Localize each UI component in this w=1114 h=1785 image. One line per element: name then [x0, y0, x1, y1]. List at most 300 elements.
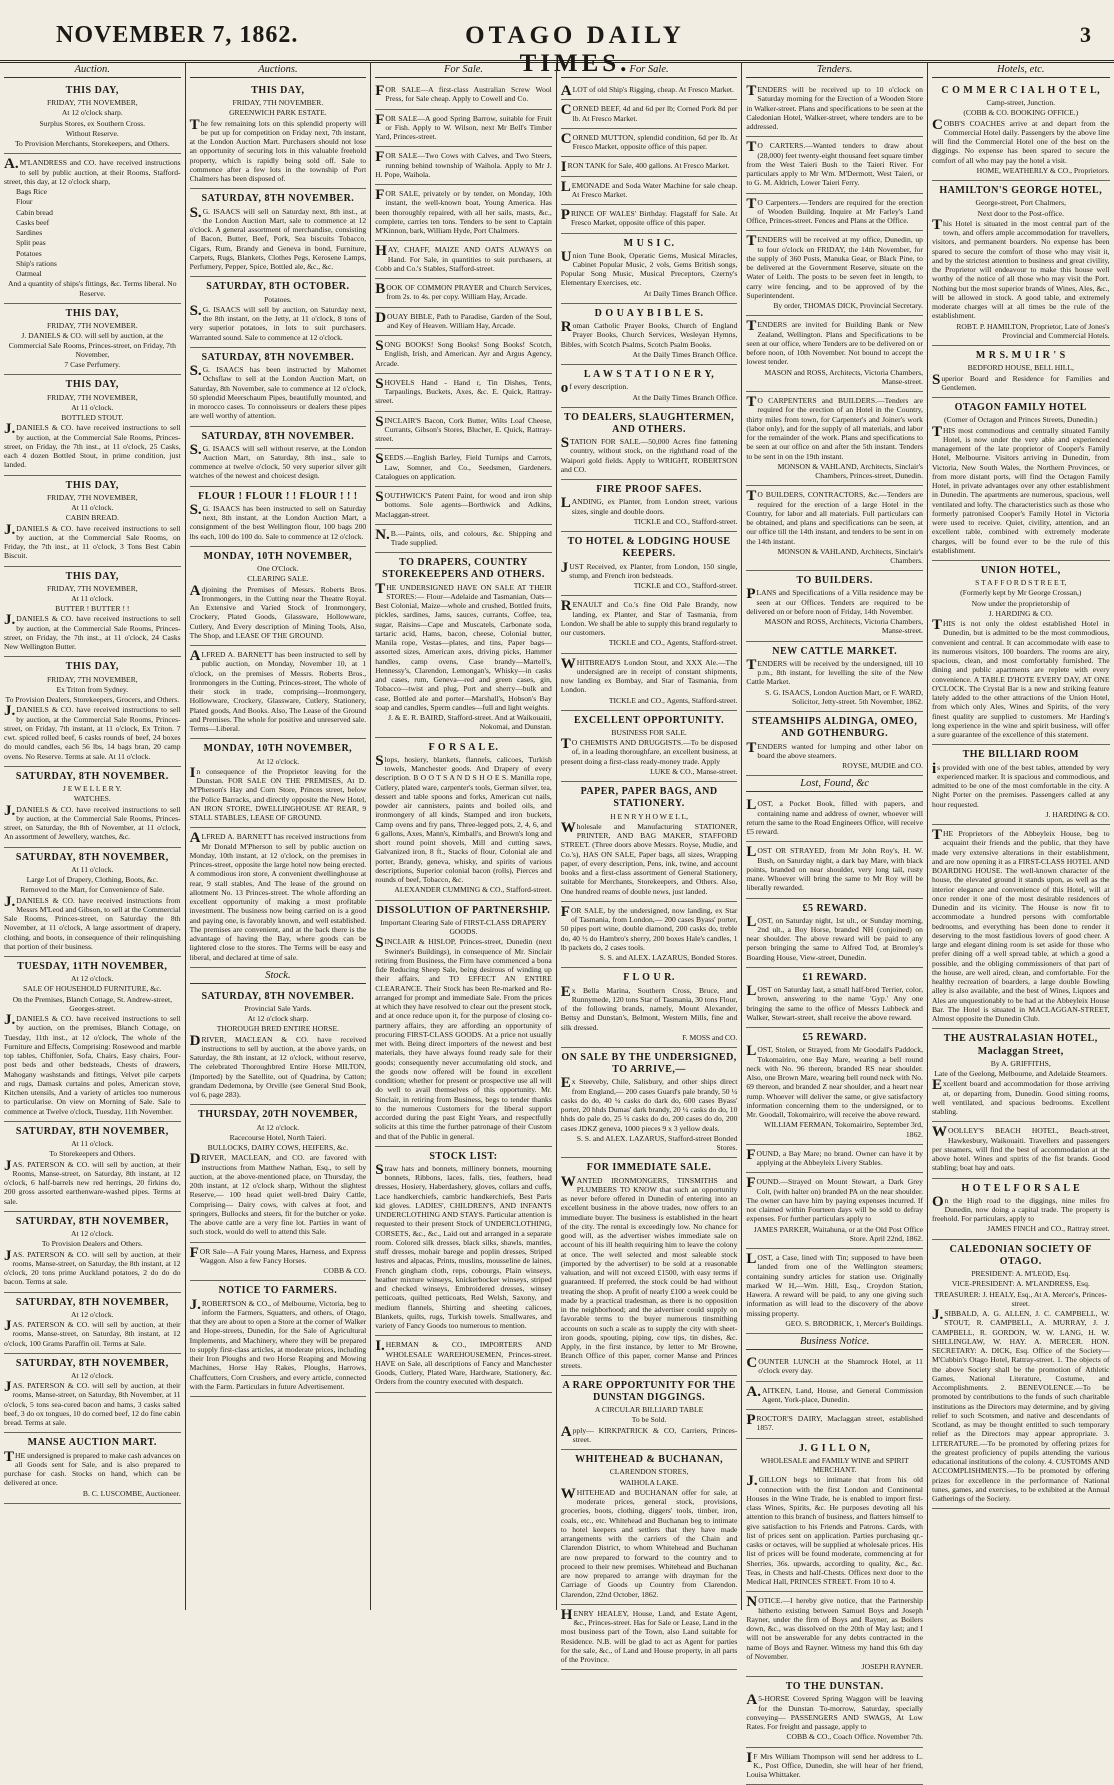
ad-body: THIS is not only the oldest established Hotel in Dunedin, but is admitted to be the most commodious, convenient and central. It can accommodate with ease to its numerous visitors, 100 boarders. The rooms are airy, spacious, clean, and most comfortably furnished. The dining and public apartments are replete with every convenience. A TABLE D'HOTE EVERY DAY, AT ONE O'CLOCK. The Crystal Bar is a new and striking feature lately added to the other attractions of the Union Hotel, from which only Ales, Wines and Spirits, of the very finest quality are supplied to customers. Mr Harding's long experience in the wine and spirit business, will offer a sure guarantee of the excellence of this statement.	[931, 617, 1110, 740]
ad-body: I.HERMAN & CO., IMPORTERS AND WHOLESALE WAREHOUSEMEN, Princes-street. HAVE on Sale, all descriptions of Fancy and Manchester Goods, Cutlery, Plated Ware, Hardware, Stationery, &c. Orders from the country executed with despatch.	[375, 1338, 552, 1387]
ad-heading-line: At 11 o'clock.	[71, 864, 114, 874]
ad-heading-line: SATURDAY, 8TH NOVEMBER.	[201, 193, 355, 205]
ad-list-item: Flour	[16, 197, 33, 207]
advertisement	[561, 1605, 738, 1671]
ad-heading-line: SATURDAY, 8TH NOVEMBER.	[201, 990, 355, 1002]
column-3	[371, 62, 557, 1610]
ad-heading-line: THIS DAY,	[65, 379, 119, 391]
advertisement	[190, 189, 367, 277]
advertisement	[375, 279, 552, 308]
ad-body: ALFRED A. BARNETT has received instructions from Mr Donald M'Pherson to sell by public auction on Monday, 10th instant, at 12 o'clock, on the premises in Princes-street, opposite the large hotel now being erected. A commodious iron store, A convenient dwellinghouse at rear, 9 stall stables, And The lease of the ground on allotment No. 13 Princes-street. The whole affording an excellent opportunity of making a most profitable investment. The business now being carried on is a good and paying one, is favorably known, and well established. The premises are convenient, and at the back there is the advantage of having the Bay, where goods can be lightered close to the stores. The Terms will be easy and liberal, and declared at time of sale.	[189, 830, 367, 962]
advertisement	[190, 1243, 367, 1282]
ad-heading-line: 7 Case Perfumery.	[64, 360, 121, 370]
advertisement	[375, 308, 552, 337]
advertisement	[375, 374, 552, 412]
advertisement	[375, 738, 552, 901]
ad-heading-line: Racecourse Hotel, North Taieri.	[229, 1132, 327, 1142]
advertisement	[375, 185, 552, 241]
advertisement	[375, 147, 552, 185]
column-4	[557, 62, 743, 1665]
ad-heading-line: Provincial Sale Yards.	[244, 1003, 312, 1013]
ad-heading-line: C O M M E R C I A L H O T E L,	[941, 85, 1101, 96]
ad-body: FOR SALE—A first-class Australian Screw Wool Press, for Sale cheap. Apply to Cowell and Co.	[375, 83, 552, 104]
ad-heading-line: TO THE DUNSTAN.	[785, 1681, 884, 1693]
ad-body: DRIVER, MACLEAN, and CO. are favored with instructions from Matthew Nathan, Esq., to sell by auction, at the above-mentioned place, on Thursday, the 20th instant, at 12 o'clock sharp, Without the slightest Reserve,— 100 head quiet well-bred Dairy Cattle, Comprising— Dairy cows, with calves at foot, and springers, Bullocks and steers, fit for the butcher or yoke. The above cattle are a very fine lot. Parties in want of such stock, would do well to attend this Sale.	[189, 1151, 367, 1237]
ad-signature: J. & E. R. BAIRD, Stafford-street. And at Waikouaiti, Nokomai, and Dunstan.	[388, 713, 552, 732]
ad-body: HAY, CHAFF, MAIZE AND OATS ALWAYS on Hand. For Sale, in quantities to suit purchasers, at Cobb and Co.'s Stables, Stafford-street.	[375, 243, 552, 273]
ad-heading-line: F O R S A L E.	[428, 741, 499, 753]
ad-heading-line: TO HOTEL & LODGING HOUSE KEEPERS.	[567, 536, 731, 560]
advertisement	[190, 987, 367, 1106]
ad-body: Ex Steeveby, Chile, Salisbury, and other ships direct from England,— 200 cases Guard's pale brandy, 50 ¼ casks do do, 40 ¼ casks do dark do, 600 cases Byass' porter, 20 hhds Dumas' dark brandy, 20 ¼ casks do do, 10 hhds do pale do, 25 ¼ casks do do, 200 cases do do, 200 cases JDKZ geneva, 1000 pieces 9 x 3 yellow deals.	[560, 1075, 738, 1133]
advertisement	[746, 1410, 923, 1439]
ad-body: In consequence of the Proprietor leaving for the Dunstan. FOR SALE ON THE PREMISES, At D. M'Pherson's Hay and Corn Store, Princes street, below the Police Barracks, and directly opposite the New Hotel, AN IRON STORE, DWELLINGHOUSE AT REAR, 9 STALL STABLES, LEASE OF GROUND.	[189, 764, 367, 822]
ad-heading-line: SATURDAY, 8TH NOVEMBER.	[15, 770, 169, 782]
ad-body: SINCLAIR'S Bacon, Cork Butter, Wilts Loaf Cheese, Currants, Gibson's Stores, Blucher, E. Quick, Rattray-street.	[375, 413, 552, 443]
advertisement	[561, 480, 738, 532]
advertisement	[4, 1212, 181, 1293]
ad-heading-line: F L O U R.	[623, 972, 675, 984]
ad-heading-line: UNION HOTEL,	[980, 565, 1061, 576]
advertisement	[4, 767, 181, 848]
advertisement	[932, 1179, 1110, 1240]
ad-body: WHITBREAD'S London Stout, and XXX Ale.—The undersigned are in receipt of constant shipments, now landing ex Bombay, and Star of Tasmania, from London.	[560, 655, 738, 695]
advertisement	[746, 899, 923, 968]
ad-heading-line: To be Sold.	[631, 1415, 667, 1425]
page-number: 3	[1080, 22, 1091, 47]
advertisement	[190, 547, 367, 646]
ad-signature: MONSON & VAHLAND, Architects, Sinclair's Chambers.	[777, 546, 923, 565]
ad-heading-line: D O U A Y B I B L E S.	[594, 307, 704, 319]
ad-signature: HOME, WEATHERLY & CO., Proprietors.	[976, 165, 1110, 175]
advertisement	[561, 596, 738, 653]
ad-body: A.M'LANDRESS and CO. have received instructions to sell by public auction, at their Rooms, Stafford-street, this day, at 12 o'clock sharp,	[4, 156, 181, 186]
ad-body: CORNED MUTTON, splendid condition, 6d per lb. At Fresco Market, opposite office of this paper.	[560, 130, 738, 151]
ad-heading-line: Late of the Geelong, Melbourne, and Adelaide Steamers.	[934, 1069, 1108, 1078]
ad-body: SHOVELS Hand - Hand r, Tin Dishes, Tents, Tarpaulings, Buckets, Axes, &c. E. Quick, Rattray-street.	[375, 375, 552, 406]
ad-heading-line: M U S I C.	[623, 237, 675, 249]
ad-body: SOUTHWICK'S Patent Paint, for wood and iron ship bottoms. Sole agents—Borthwick and Adkins, Maclaggan-street.	[375, 489, 552, 519]
ad-body: J.DANIELS & CO. have received instructions from Messrs M'Leod and Gibson, to sell at the Commercial Sale Rooms, Princes-street, on Saturday the 8th November, at 11 o'clock, A large assortment of drapery, clothing, and boots, in consequence of their relinquishing that portion of their business.	[4, 893, 181, 951]
ad-body: J.DANIELS & CO. have received instructions to sell by auction, at the Commercial Sale Rooms, Princes-street, on Friday, 7th instant, at 11 o'clock, Ex Triton. 7 cwt. spiced rolled beef, 6 casks rounds of beef, 24 boxes do mould candles, each 56 lbs, 14 bags bran, 20 camp ovens. No Reserve. Terms at sale. At 11 o'clock.	[4, 703, 181, 761]
ad-heading-line: THIS DAY,	[65, 307, 119, 319]
advertisement	[932, 181, 1110, 346]
advertisement	[190, 81, 367, 189]
ad-heading-line: ON SALE BY THE UNDERSIGNED, TO ARRIVE,—	[561, 1052, 737, 1076]
ad-body: N.B.—Paints, oils, and colours, &c. Shipping and Trade supplied.	[375, 526, 552, 547]
ad-body: Straw hats and bonnets, millinery bonnets, mourning bonnets, Ribbons, laces, falls, ties, feathers, head dresses, Hosiery, Haberdashery, gloves, collars and cuffs, Lace handkerchiefs, cambric handkerchiefs, Best Paris kid gloves. LADIES', CHILDREN'S, AND INFANTS UNDERCLOTHING AND STAYS. Particular attention is requested to their present Stock of UNDERCLOTHING, CORSETS, &c., &c., Laid out and arranged in a separate room. Colored silk dresses, black silks, shawls, mantles, stuff dresses, mohair barege and poplin dresses, Striped lustres and alpacas, Prints, muslins, mousseline de laines, French gingham cloth, reps, cobourgs, Plain winseys, heather mixture winseys, knickerbocker winseys, striped and checked winseys, Embroidered dresses, winsey petticoats, quilted petticoats, Red Welsh, Saxony, and medium flannels, Shirting and sheeting calicoes, Blankets, quilts, rugs, Turkish towels. Smallwares, and variety of Fancy Goods too numerous to mention.	[375, 1161, 552, 1331]
ad-heading-line: Potatoes.	[264, 294, 292, 304]
advertisement	[561, 711, 738, 782]
advertisement	[746, 842, 923, 898]
ad-heading-line: To Provision Dealers, Storekeepers, Grocers, and Others.	[5, 695, 180, 705]
ad-body: TO CARTERS.—Wanted tenders to draw about (28,000) feet twenty-eight thousand feet square timber from the West Taieri Bush to the Taieri River. For particulars apply to Mr Wm. M'Dermott, West Taieri, or to G. M. Aldrich, Lower Taieri Ferry.	[746, 139, 923, 188]
ad-body: J.DANIELS & CO. have received instructions to sell by auction, at the Commercial Sale Rooms, Princes-street, on Friday, the 7th inst., at 11 o'clock, 25 Casks, each 4 dozen Bottled Stout, in prime condition, just landed.	[4, 421, 181, 470]
column-header: Hotels, etc.	[932, 62, 1110, 78]
ad-heading-line: On the Premises, Blanch Cottage, St. Andrew-street, Georges-street.	[12, 994, 173, 1013]
ad-body: CORNED BEEF, 4d and 6d per lb; Corned Pork 8d per lb. At Fresco Market.	[560, 102, 738, 123]
column-header: For Sale.	[561, 62, 738, 78]
ad-heading-line: THIS DAY,	[65, 479, 119, 491]
ad-heading-line: (Corner of Octagon and Princes Streets, Dunedin.)	[944, 415, 1098, 425]
ad-signature: S. S. and ALEX. LAZARUS, Stafford-street Bonded Stores.	[576, 1133, 738, 1153]
ad-heading-line: L A W S T A T I O N E R Y,	[583, 369, 715, 381]
advertisement	[746, 316, 923, 392]
ad-signature: B. C. LUSCOMBE, Auctioneer.	[82, 1488, 181, 1498]
ad-body: IRON TANK for Sale, 400 gallons. At Fresco Market.	[560, 159, 730, 176]
ad-body: DOUAY BIBLE, Path to Paradise, Garden of the Soul, and Key of Heaven. William Hay, Arcade.	[375, 309, 552, 330]
advertisement	[4, 304, 181, 375]
ad-heading-line: Surplus Stores, ex Southern Cross.	[39, 118, 146, 128]
advertisement	[932, 1240, 1110, 1510]
ad-heading-line: SALE OF HOUSEHOLD FURNITURE, &c.	[23, 984, 162, 994]
ad-body: TO CHEMISTS AND DRUGGISTS.—To be disposed of, in a leading thoroughfare, an excellent business, at present doing a first-class ready-money trade. Apply	[560, 736, 738, 766]
ad-heading-line: M R S. M U I R ' S	[975, 350, 1066, 362]
ad-heading-line: FRIDAY, 7TH NOVEMBER.	[232, 98, 324, 108]
ad-body: TO Carpenters.—Tenders are required for the erection of Wooden Building. Inquire at Mr Farley's Land Office, Princes-street. Fences and Plans at the Office.	[746, 195, 923, 225]
advertisement	[746, 795, 923, 842]
advertisement	[375, 525, 552, 554]
ad-body: Roman Catholic Prayer Books, Church of England Prayer Books, Church Services, Wesleyan Hymns, Bibles, with Scotch Psalms, Scotch Psalm Books.	[560, 319, 738, 349]
ad-body: FOUND.—Strayed on Mount Stewart, a Dark Grey Colt, (with halter on) branded PA on the near shoulder. The owner can have him by paying expenses incurred. If not claimed within Fourteen days will be sold to defray expenses. For further particulars apply to	[746, 1175, 923, 1224]
ad-heading-line: At 12 o'clock.	[71, 1370, 114, 1380]
advertisement	[375, 1336, 552, 1392]
ad-body: NOTICE.—I hereby give notice, that the Partnership hitherto existing between Samuel Boys and Joseph Rayner, under the firm of Boys and Rayner, as Boilers down, &c., was dissolved on the 20th of May last; and I will not be answerable for any debts contracted in the name of Boys and Rayner. Witness my hand this 6th day of November.	[746, 1594, 923, 1661]
column-6	[928, 62, 1114, 1610]
ad-body: Adjoining the Premises of Messrs. Roberts Bros. Ironmongers, in the Cutting near the Theatre Royal. An Extensive and Varied Stock of Ironmongery, Crockery, Plated Goods, Glassware, Hollowware, Cutlery, And Every description of Mining Tools, Also, The Shop, and LEASE OF THE GROUND.	[189, 582, 367, 640]
ad-heading-line: NEW CATTLE MARKET.	[772, 645, 898, 657]
advertisement	[4, 848, 181, 957]
ad-heading-line: VICE-PRESIDENT: A. M'LANDRESS, Esq.	[951, 1279, 1090, 1289]
ad-heading-line: FRIDAY, 7TH NOVEMBER,	[46, 492, 138, 502]
ad-heading-line: At 12 o'clock.	[71, 1229, 114, 1239]
advertisement	[190, 739, 367, 828]
ad-signature: ALEXANDER CUMMING & CO., Stafford-street.	[394, 885, 552, 895]
ad-list-item: Split peas	[16, 238, 46, 248]
column-header: For Sale.	[375, 62, 552, 78]
advertisement	[746, 486, 923, 571]
ad-body: FOR SALE—A good Spring Barrow, suitable for Fruit or Fish. Apply to W. Wilson, next Mr Bell's Timber Yard, Princes-street.	[375, 111, 552, 141]
advertisement	[190, 348, 367, 427]
ad-body: Ex Bella Marina, Southern Cross, Bruce, and Runnymede, 120 tons Star of Tasmania, 30 tons Flour, of the following brands, namely, Mount Alexander, Bettsy and Dunstan's, Belmont, Western Mills, fine and silk dressed.	[560, 983, 738, 1032]
ad-heading-line: STOCK LIST:	[429, 1150, 498, 1162]
ad-heading-line: At 12 o'clock.	[71, 1309, 114, 1319]
ad-signature: TICKLE and CO., Agents, Stafford-street.	[608, 695, 738, 705]
ad-heading-line: THURSDAY, 20TH NOVEMBER,	[198, 1109, 358, 1121]
advertisement	[561, 532, 738, 596]
ad-body: S.G. ISAACS has been instructed to sell on Saturday next, 8th instant, at the London Auction Mart, a consignment of the best Wellington flour, 100 bags 200 lbs each, 100 do 100 do. Sale to commence at 12 o'clock.	[189, 501, 367, 541]
advertisement	[561, 365, 738, 408]
advertisement	[746, 231, 923, 316]
column-header: Tenders.	[746, 62, 923, 78]
ad-heading-line: CABIN BREAD.	[65, 513, 119, 523]
ad-signature: By order, THOMAS DICK, Provincial Secretary.	[773, 301, 923, 310]
advertisement	[932, 825, 1110, 1029]
ad-heading-line: At 12 o'clock.	[71, 974, 114, 984]
ad-heading-line: At 11 o'clock.	[71, 593, 114, 603]
ad-body: FOR SALE—Two Cows with Calves, and Two Steers, running behind township of Waihola. Apply to Mr J. H. Pope, Waihola.	[375, 149, 552, 179]
ad-signature: COBB & CO.	[323, 1266, 367, 1276]
advertisement	[375, 81, 552, 110]
ad-body: LOST, Stolen, or Strayed, from Mr Goodall's Paddock, Tokomairiro, one Bay Mare, wearing a bell round neck with No. 96 thereon, branded RS near shoulder. Also, one Brown Mare, wearing bell round neck with No. 69 thereon, and branded Z near shoulder, and a heart near rump. Whoever will deliver the same, or give satisfactory information concerning them to the undersigned, or to Mr. Goodall, Tokomairiro, will receive the above reward.	[746, 1043, 923, 1120]
advertisement	[4, 1354, 181, 1434]
ad-body: TENDERS will be received up to 10 o'clock on Saturday morning for the Erection of a Wooden Store in Walker-street. Plans and specifications to be seen at the Caledonian Hotel, Walker-street, where tenders are to be addressed.	[746, 83, 923, 131]
ad-heading-line: At 11 o'clock.	[71, 503, 114, 512]
ad-heading-line: TO BUILDERS.	[796, 575, 873, 587]
ad-heading-line: FRIDAY, 7TH NOVEMBER,	[46, 674, 138, 684]
ad-heading-line: To Provision Merchants, Storekeepers, and Others.	[14, 139, 170, 149]
advertisement	[561, 205, 738, 234]
ad-body: A5-HORSE Covered Spring Waggon will be leaving for the Dunstan To-morrow, Saturday, specially conveying— PASSENGERS AND SWAGS, At Low Rates. For freight and passage, apply to	[746, 1692, 923, 1732]
advertisement	[746, 1677, 923, 1747]
ad-heading-line: OTAGON FAMILY HOTEL	[954, 402, 1087, 414]
column-1	[0, 62, 186, 1610]
ad-heading-line: Now under the proprietorship of	[971, 598, 1070, 608]
column-5	[742, 62, 928, 1780]
advertisement	[190, 828, 367, 968]
ad-heading-line: THE AUSTRALASIAN HOTEL, Maclaggan Street,	[943, 1033, 1098, 1057]
ad-heading-line: TREASURER: J. HEALY, Esq., At A. Mercer's, Princes-street.	[934, 1289, 1108, 1308]
ad-signature: TICKLE and CO., Stafford-street.	[633, 516, 738, 526]
advertisement	[561, 782, 738, 902]
ad-heading-line: BOTTLED STOUT.	[61, 413, 124, 423]
ad-body: JUST Received, ex Planter, from London, 150 single, stump, and French iron bedsteads.	[560, 559, 738, 580]
ad-body: LEMONADE and Soda Water Machine for sale cheap. At Fresco Market.	[560, 178, 738, 199]
advertisement	[375, 412, 552, 450]
ad-heading-line: NOTICE TO FARMERS.	[218, 1285, 338, 1297]
advertisement	[746, 1748, 923, 1785]
ad-heading-line: A RARE OPPORTUNITY FOR THE DUNSTAN DIGGINGS.	[562, 1379, 736, 1403]
advertisement	[561, 408, 738, 480]
ad-heading-line: A CIRCULAR BILLIARD TABLE	[594, 1405, 704, 1415]
advertisement	[561, 304, 738, 365]
column-2	[186, 62, 372, 1610]
ad-heading-line: SATURDAY, 8TH NOVEMBER.	[201, 351, 355, 363]
advertisement	[561, 177, 738, 206]
ad-heading-line: Removed to the Mart, for Convenience of Sale.	[20, 885, 165, 895]
advertisement	[746, 1439, 923, 1593]
advertisement	[561, 129, 738, 158]
ad-heading-line: One O'Clock.	[257, 564, 299, 574]
column-header: Auctions.	[190, 62, 367, 78]
ad-body: THE UNDERSIGNED HAVE ON SALE AT THEIR STORES:— Flour—Adelaide and Tasmanian, Oats—Best Colonial, Maize—whole and crushed, Bottled fruits, pickles, sardines, Jams, sauces, currants, Coffee, tea, sugar, Raisins—Cape and Muscatels, Carbonate soda, tartaric acid, Hams, bacon, cheese, Colonial butter, Manila rope, Vestas—plates, and tins, Paper bags—assorted sizes, American axes, driving picks, Hammer handles, camp ovens, Case brandy—Martell's, Hennessy's, Clarendon, Lemongan's, Whisky—in casks and cases, rum, Geneva—red and green cases, gin, Tobacco—twist and plug, Port and sherry—bulk and case, Bottled ale and porter—Marshall's, Hobson's Bay soap and candles, Sperm candles—full and light weights.	[375, 580, 552, 712]
ad-heading-line: WAIHOLA LAKE.	[619, 1477, 679, 1487]
ad-signature: ROYSE, MUDIE and CO.	[842, 761, 923, 770]
ad-heading-line: J. HARDING & CO.	[988, 608, 1053, 618]
ad-body: J.GILLON begs to intimate that from his old connection with the first London and Continental Houses in the Wine Trade, he is enabled to import first-class Wines, Spirits, &c. He purposes devoting all his attention to this branch of business, and flatters himself to give satisfaction to his Friends and Patrons. Cards, with list of prices sent on application. Parties purchasing qr.-casks or octaves, will be supplied at wholesale prices. His list of prices will be found moderate, commencing at for Sherries, 36s. upwards, according to quality, &c., &c. Teas, in Chests and half-Chests. Offices next door to the Medical Hall, PRINCES STREET. From 10 to 4.	[746, 1473, 923, 1586]
advertisement	[4, 154, 181, 304]
ad-heading-line: J. G I L L O N,	[798, 1442, 871, 1454]
ad-heading-line: H O T E L F O R S A L E	[961, 1182, 1081, 1194]
advertisement	[561, 1376, 738, 1450]
ad-heading-line: Camp-street, Junction.	[986, 98, 1056, 108]
ad-body: TENDERS will be received by the undersigned, till 10 p.m., 8th instant, for levelling the site of the New Cattle Market.	[746, 656, 923, 687]
ad-heading-line: (COBB & CO. BOOKING OFFICE.)	[963, 108, 1079, 118]
ad-heading-line: At 11 o'clock.	[71, 402, 114, 412]
advertisement	[375, 110, 552, 148]
ad-body: LOST, a Pocket Book, filled with papers, and containing name and address of owner, whoever will return the same to the Road Engineers Office, will receive £5 reward.	[746, 797, 923, 836]
advertisement	[746, 571, 923, 641]
ad-heading-line: Large Lot of Drapery, Clothing, Boots, &c.	[26, 875, 158, 884]
advertisement	[190, 1281, 367, 1397]
ad-heading-line: FRIDAY, 7TH NOVEMBER,	[46, 392, 138, 402]
advertisement	[561, 157, 738, 176]
ad-body: SONG BOOKS! Song Books! Song Books! Scotch, English, Irish, and American. Ayr and Argus Agency, Arcade.	[375, 338, 552, 368]
advertisement	[746, 392, 923, 486]
advertisement	[4, 567, 181, 658]
section-header: Stock.	[190, 968, 367, 984]
ad-body: DRIVER, MACLEAN & CO. have received instructions to sell by auction, at the above yards, on Saturday, the 8th instant, at 12 o'clock, without reserve, The celebrated Thoroughbred Entire Horse MILTON, (Imported) by the Satellite, out of Quadrina, by Catton; grandam Dedemona, by Orville (see General Stud Book, vol 6, page 283).	[189, 1032, 367, 1100]
ad-heading-line: BUSINESS FOR SALE.	[611, 727, 687, 737]
ad-heading-line: To Provision Dealers and Others.	[41, 1239, 143, 1249]
advertisement	[4, 657, 181, 766]
ad-body: ALFRED A. BARNETT has been instructed to sell by public auction, on Monday, November 10, at 1 o'clock, on the premises of Messrs. Roberts Bros., Ironmongers in the Cutting, Princes-street, The whole of their stock in trade, comprising—Ironmongery, Hollowware, Crockery, Glassware, Cutlery, Stationery, Plated goods, And Books. Also, The Lease of the Ground and Premises. The whole for positive and unreserved sale. Terms—Liberal.	[189, 648, 367, 734]
ad-heading-line: £5 REWARD.	[802, 902, 867, 914]
ad-body: THE undersigned is prepared to make cash advances on all Goods sent for Sale, and is also prepared to purchase for cash. Stocks on hand, which can be delivered at once.	[4, 1448, 181, 1488]
advertisement	[932, 1029, 1110, 1122]
ad-body: SEEDS.—English Barley, Field Turnips and Carrots, Law, Somner, and Co., Seedsmen, Gardeners. Catalogues on application.	[375, 451, 552, 481]
ad-heading-line: WHITEHEAD & BUCHANAN,	[575, 1454, 724, 1466]
ad-signature: J. HARDING & CO.	[1045, 809, 1110, 819]
ad-list-item: Sardines	[16, 228, 43, 238]
advertisement	[746, 1145, 923, 1174]
ad-body: S.G. ISAACS will sell by auction, on Saturday next, the 8th instant, on the Jetty, at 11 o'clock, 8 tons of very superior potatoes, in lots to suit purchasers. Warranted sound. Sale to commence at 12 o'clock.	[189, 302, 367, 342]
ad-body: HENRY HEALEY, House, Land, and Estate Agent, &c., Princes-street. Has for Sale or Lease, Land in the most business part of the Town, also Land suitable for Residence. N.B. will be glad to act as Agent for parties for the sale, &c., of Land and House property, in all parts of the Province.	[560, 1606, 738, 1665]
ad-body: THIS most commodious and centrally situated Family Hotel, is now under the very able and experienced management of the late proprietor of Cooper's Family Hotel, Melbourne. Visitors arriving in Dunedin, from Victoria, New South Wales, the Northern Provinces, or from more distant ports, will find the Octagon Family Hotel, in private advantages over any other establishment in Dunedin. The apartments are numerous, spacious, well ventilated and lofty. The characteristics such as those who formerly patronised Cooper's Family Hotel in Victoria were used to receive. Quiet, civility, attention, and an excellent table, combined with extremely moderate charges, will be found ever to be the rule of this establishment.	[931, 423, 1110, 555]
advertisement	[932, 561, 1110, 745]
advertisement	[746, 81, 923, 137]
ad-heading-line: FOR IMMEDIATE SALE.	[586, 1162, 712, 1174]
ad-body: RENAULT and Co.'s fine Old Pale Brandy, now landing, ex Planter, and Star of Tasmania, from London. We shall be able to supply this brand regularly to our customers.	[560, 598, 738, 637]
ad-body: FOR SALE, privately or by tender, on Monday, 10th instant, the well-known boat, Young America. Has been thoroughly repaired, with all her sails, masts, &c., complete, carries ten tons. Tenders to be sent to Captain M'Kinnon, bark, William Hyde, Port Chalmers.	[375, 187, 552, 235]
ad-heading-line: By A. GRIFFITHS,	[990, 1058, 1051, 1068]
ad-body: SINCLAIR & HISLOP, Princes-street, Dunedin (next Swinner's Buildings), in consequence of Mr. Sinclair retiring from Business, the Firm have commenced a bona fide Reducing Sheep Sale, being desirous of winding up their affairs, and TO EFFECT AN ENTIRE CLEARANCE. Their Stock has been Re-marked and Re-arranged for prompt and immediate Sale. From the prices at which they have resolved to clear out the present stock, and at once reduce upon it, for the purpose of closing co-partnery affairs, they are affording an opportunity of procuring FIRST-CLASS GOODS. At a price not usually met with. Being direct importers of the newest and best materials, they have always found ready sale for their goods; consequently never accumulating old stock, and the goods now offered will be found in excellent condition; whether for present or prospective use all will do well to avail themselves of this opportunity. Mr. Sinclair, in retiring from Business, begs to tender thanks to the numerous Customers for the liberal support accorded during the past Eight Years, and respectfully solicits at this time the further patronage of their Custom and that of the Public in general.	[375, 935, 552, 1141]
ad-signature: COBB & CO., Coach Office. November 7th.	[786, 1732, 923, 1742]
ad-signature: JAMES PARKER, Waitahuna, or at the Old Post Office Store. April 22nd, 1862.	[753, 1224, 923, 1243]
advertisement	[746, 968, 923, 1028]
ad-heading-line: THIS DAY,	[65, 85, 119, 96]
advertisement	[375, 241, 552, 279]
ad-body: Excellent board and accommodation for those arriving at, or departing from, Dunedin. Good sitting rooms, well ventilated, and spacious bedrooms. Excellent stabling.	[931, 1077, 1110, 1116]
ad-signature: S. S. and ALEX. LAZARUS, Bonded Stores.	[599, 953, 738, 963]
ad-body: TENDERS are invited for Building Bank or New Zealand, Wellington. Plans and Specifications to be seen at our office, where Tenders are to be delivered on or before noon, of 10th November. Not bound to accept the lowest tender.	[746, 318, 923, 367]
ad-signature: JOSEPH RAYNER.	[861, 1662, 923, 1671]
advertisement	[561, 1158, 738, 1375]
ad-body: TENDERS wanted for lumping and other labor on board the above steamers.	[746, 739, 923, 760]
ad-body: J.DANIELS & CO. have received instructions to sell by auction, at the Commercial Sale Rooms, on Friday, the 7th inst., at 11 o'clock, 3 Tons Best Cabin Biscuit.	[4, 521, 181, 561]
ad-body: LOST, a Case, lined with Tin; supposed to have been landed from one of the Wellington steamers; containing sundry articles for station use. Originally marked W H,—Wm. Hill, Esq., Croydon Station, Hawera. A reward will be paid, to any one giving such information as will lead to the discovery of the above missing property.	[746, 1251, 923, 1318]
ad-heading-line: WATCHES.	[73, 794, 111, 804]
ad-list-item: Cabin bread	[16, 207, 53, 217]
ad-heading-line: SATURDAY, 8TH NOVEMBER,	[15, 851, 169, 863]
advertisement	[746, 1173, 923, 1249]
ad-heading-line: FRIDAY, 7TH NOVEMBER.	[46, 321, 138, 331]
ad-signature: F. MOSS and CO.	[682, 1032, 738, 1042]
ad-list-item: Casks beef	[16, 217, 50, 227]
ad-body: J.DANIELS & CO. have received instructions to sell by auction, at the Commercial Sale Rooms, Princes-street, on Friday, the 7th inst., at 11 o'clock, 24 Casks New Wellington Butter.	[4, 612, 181, 652]
ad-body: J.DANIELS & CO. have received instructions to sell by auction, at the Commercial Sale Rooms, Princes-street, on Saturday, the 8th of November, at 11 o'clock, An assortment of Jewellery, watches, &c.	[4, 802, 181, 842]
ad-body: WOOLLEY'S BEACH HOTEL, Beach-street, Hawkesbury, Waikouaiti. Travellers and passengers per steamers, will find the best of accommodation at the above hotel. Wines and spirits of the fist brands. Good stabling; boat hay and oats.	[931, 1124, 1110, 1173]
ad-heading-line: MANSE AUCTION MART.	[27, 1437, 157, 1449]
ad-body: PLANS and Specifications of a Villa residence may be seen at our Offices. Tenders are required to be delivered on or before noon of Friday, 14th November.	[746, 586, 923, 616]
advertisement	[375, 1147, 552, 1337]
advertisement	[561, 81, 738, 100]
advertisement	[561, 968, 738, 1048]
ad-heading-line: MONDAY, 10TH NOVEMBER,	[203, 550, 353, 562]
issue-date: NOVEMBER 7, 1862.	[56, 22, 299, 48]
ad-body: ALOT of old Ship's Rigging, cheap. At Fresco Market.	[560, 83, 734, 99]
ad-heading-line: STEAMSHIPS ALDINGA, OMEO, AND GOTHENBURG.	[752, 716, 918, 740]
column-header: Auction.	[4, 62, 181, 78]
ad-heading-line: £5 REWARD.	[802, 1032, 867, 1044]
advertisement	[746, 1592, 923, 1677]
ad-body: TO BUILDERS, CONTRACTORS, &c.—Tenders are required for the erection of a large Hotel in the Country, for labor and all materials. Full particulars can be obtained, and plans and specifications can be seen, at our office till the 14th instant, and tenders to be sent in on the 14th instant.	[746, 488, 923, 546]
advertisement	[4, 81, 181, 154]
columns	[0, 62, 1114, 1780]
ad-signature: At the Daily Times Branch Office.	[632, 349, 738, 359]
advertisement	[4, 476, 181, 567]
advertisement	[561, 1048, 738, 1158]
advertisement	[746, 712, 923, 776]
ad-signature: MASON and ROSS, Architects, Victoria Chambers, Manse-street.	[764, 617, 923, 636]
advertisement	[932, 1122, 1110, 1178]
ad-heading-line: At 12 o'clock sharp.	[61, 108, 123, 118]
ad-heading-line: SATURDAY, 8TH NOVEMBER,	[15, 1215, 169, 1227]
ad-signature: MONSON & VAHLAND, Architects, Sinclair's Chambers, Princes-street, Dunedin.	[777, 461, 923, 480]
ad-body: S.G. ISAACS will sell on Saturday next, 8th inst., at the London Auction Mart, sale to commence at 12 o'clock. A general assortment of merchandise, consisting of Bacon, Butter, Beef, Pork, Sea biscuits Tobacco, Cigars, Rum, Brandy and Geneva in bond, Furniture, Carpets, Rugs, Blankets, Clothes Pegs, Kerosene Lamps, Perfumery, Pepper, Spice, Bottled ale, &c., &c.	[189, 204, 367, 272]
ad-heading-line: CLEARING SALE.	[247, 574, 309, 584]
ad-heading-line: TO DRAPERS, COUNTRY STOREKEEPERS AND OTHERS.	[382, 557, 545, 581]
ad-body: This Hotel is situated in the most central part of the town, and offers ample accommodation for travellers, visitors, and permanent boarders. No expense has been spared to secure the comfort of those who may visit it, and by the strictest attention to business and great civility, the Proprietor will endeavour to make this house well worthy of the notice of all those who may visit the Port. Nothing but the most superior brands of Wines, Ales, &c., will be allowed in stock. A good table, and extremely moderate charges will at all times be the rule of the establishment.	[931, 216, 1110, 321]
ad-heading-line: GREENWICH PARK ESTATE.	[229, 108, 327, 118]
ad-body: TENDERS will be received at my office, Dunedin, up to four o'clock on FRIDAY, the 14th November, for the supply of 360 Posts, Manuka Gear, or Black Pine, to be delivered at the Government Reserve, situate on the Water of Leith. The posts to be seven feet in length, to carry wire fencing, and to be approved of by the Superintendent.	[746, 233, 923, 300]
ad-list-item: Ship's rations	[16, 258, 57, 268]
ad-body: Wholesale and Manufacturing STATIONER, PRINTER, AND BAG MAKER, STAFFORD STREET. (Three doors above Messrs. Royse, Mudie, and Co.'s), HAS ON SALE, Paper bags, all sizes, Wrapping paper, of every description, Pens, ink, twine, and account books and a first-class assortment of General Stationery, suitable for Merchants, Storekeepers, and Others. Also, One hundred reams of double news, just landed.	[560, 819, 738, 896]
advertisement	[4, 957, 181, 1122]
ad-heading-line: THIS DAY,	[251, 85, 305, 96]
advertisement	[190, 487, 367, 547]
advertisement	[746, 642, 923, 712]
ad-body: is provided with one of the best tables, attended by very experienced marker. It is spacious and commodious, and admitted to be one of the most comfortable in the city. A Night Porter on the premises. Passengers called at any hour requested.	[931, 760, 1110, 809]
ad-body: LOST, on Saturday night, 1st ult., or Sunday morning, 2nd ult., a Boy Horse, branded NH (conjoined) on near shoulder. The above reward will be paid to any person bringing the same to Alfred Tod, at Bromley's Boarding House, View-street, Dunedin.	[746, 913, 923, 962]
ad-list-item: Bags Rice	[16, 187, 48, 197]
ad-body: COBB'S COACHES arrive at and depart from the Commercial Hotel daily. Passengers by the above line will find the Commercial Hotel one of the best on the diggings. No expense has been spared to secure the comfort of all who may pay the hotel a visit.	[931, 116, 1110, 165]
advertisement	[932, 745, 1110, 825]
ad-body: LOST on Saturday last, a small half-bred Terrier, color, brown, answering to the name 'Gyp.' Any one bringing the same to the office of Messrs Lubbeck and Walker, Stewart-street, shall receive the above reward.	[746, 983, 923, 1022]
ad-body: COUNTER LUNCH at the Shamrock Hotel, at 11 o'clock every day.	[746, 1355, 923, 1376]
ad-heading-line: THIS DAY,	[65, 570, 119, 582]
newspaper-title: OTAGO DAILY TIMES.	[465, 22, 685, 77]
ad-heading-line: SATURDAY, 8TH NOVEMBER.	[201, 430, 355, 442]
ad-body: WHITEHEAD and BUCHANAN offer for sale, at moderate prices, general stock, provisions, groceries, boots, clothing, diggers' tools, timber, iron, coals, etc., etc. Whitehead and Buchanan beg to intimate to hotel keepers and settlers that they have made arrangements with the carriers of the Chain and Clarendon District, to whom Whitehead and Buchanan are now prepared to forward to the country and to proceed to their new premises. Whitehead and Buchanan are now prepared to arrange with drayman for the Carriage of Goods up Country from Clarendon. Clarendon, 22nd October, 1862.	[560, 1485, 738, 1599]
ad-body: TO CARPENTERS and BUILDERS.—Tenders are required for the erection of an Hotel in the Country, thirty miles from town, for Carpenter's and Joiner's work (labor only), and for the supply of all materials, and labor for the remainder of the work. Plans and specifications to be seen at our office on and after the 5th instant. Tenders to be sent in on the 19th instant.	[746, 394, 923, 461]
ad-body: JAS. PATERSON & CO. will sell by auction, at their rooms, Manse-street, on Saturday, 8th instant, at 12 o'clock, 100 Grams Paraffin oil. Terms at Sale.	[4, 1318, 181, 1348]
ad-body: J.SIBBALD, A. G. ALLEN, J. C. CAMPBELL, W. STOUT, R. CAMPBELL, A. MURRAY, J. J. CAMPBELL, R. GORDON, W. W. LANG, H. W. SHILLINGLAW, W. HAY. A. MERCER. HON. SECRETARY: A. DICK, Esq. Office of the Society—M'Cubbin's Otago Hotel, Rattray-street. 1. The objects of the above Society shall be the promotion of Athletic Games, National Literature, Costume, and Accomplishments. 2. BENEVOLENCE.—To be promoted by contributions to the funds of such charitable institutions as the Directors may determine, and by giving relief to such Scotsmen, and native and descendants of Scotland, as may be thought entitled to such temporary relief as the Directors may appear appropriate. 3. LITERATURE.—To be promoted by offering prizes for the greatest proficiency of pupils attending the various educational institutions of the colony. 4. CUSTOMS AND ACCOMPLISHMENTS.—To be promoted by offering prizes for excellence in the performance of National tunes, games, and exercises, to be exhibited at the Annual Gatherings of the Society.	[931, 1307, 1110, 1504]
ad-body: THE Proprietors of the Abbeyleix House, beg to acquaint their friends and the public, that they have made very extensive alterations in their establishment, and are now opening it as a FIRST-CLASS HOTEL AND BOARDING HOUSE. The well-known character of the house, the elevated ground it stands upon, as well as the interior elegance and convenience of this Hotel, will at once render it one of the most desirable residences of Dunedin and its vicinity. The House is now fit to accommodate a hundred persons with comfortable bedrooms, and everything has been done to render it deserving to the most fastidious lovers of good cheer. A large and elegant dining room is set aside for those who prefer dining off a well spread table, at which a good a possible, and the obliging commissioners of that part of the house, are well aired, clean, and comfortable. For the healthy recreation of boarders, a large double Bowling alley is also available, and the best of Wines, Liquors and Ales are unquestionably to be had at the Abbeyleix House Bar. The Hotel is situated in MACLAGGAN-STREET, Almost opposite the Dunedin Club.	[931, 827, 1110, 1024]
section-header: Business Notice.	[746, 1334, 923, 1350]
ad-signature: At Daily Times Branch Office.	[643, 288, 738, 298]
ad-list-item: Potatoes	[16, 248, 42, 258]
ad-heading-line: £1 REWARD.	[802, 971, 867, 983]
section-header: Lost, Found, &c	[746, 776, 923, 792]
ad-heading-line: FRIDAY, 7TH NOVEMBER,	[46, 583, 138, 593]
advertisement	[746, 1249, 923, 1334]
ad-body: A.AITKEN, Land, House, and General Commission Agent, York-place, Dunedin.	[746, 1383, 923, 1404]
advertisement	[190, 646, 367, 739]
advertisement	[932, 81, 1110, 181]
ad-heading-line: DISSOLUTION OF PARTNERSHIP.	[376, 904, 551, 916]
ad-heading-line: At 12 o'clock.	[256, 1122, 300, 1132]
